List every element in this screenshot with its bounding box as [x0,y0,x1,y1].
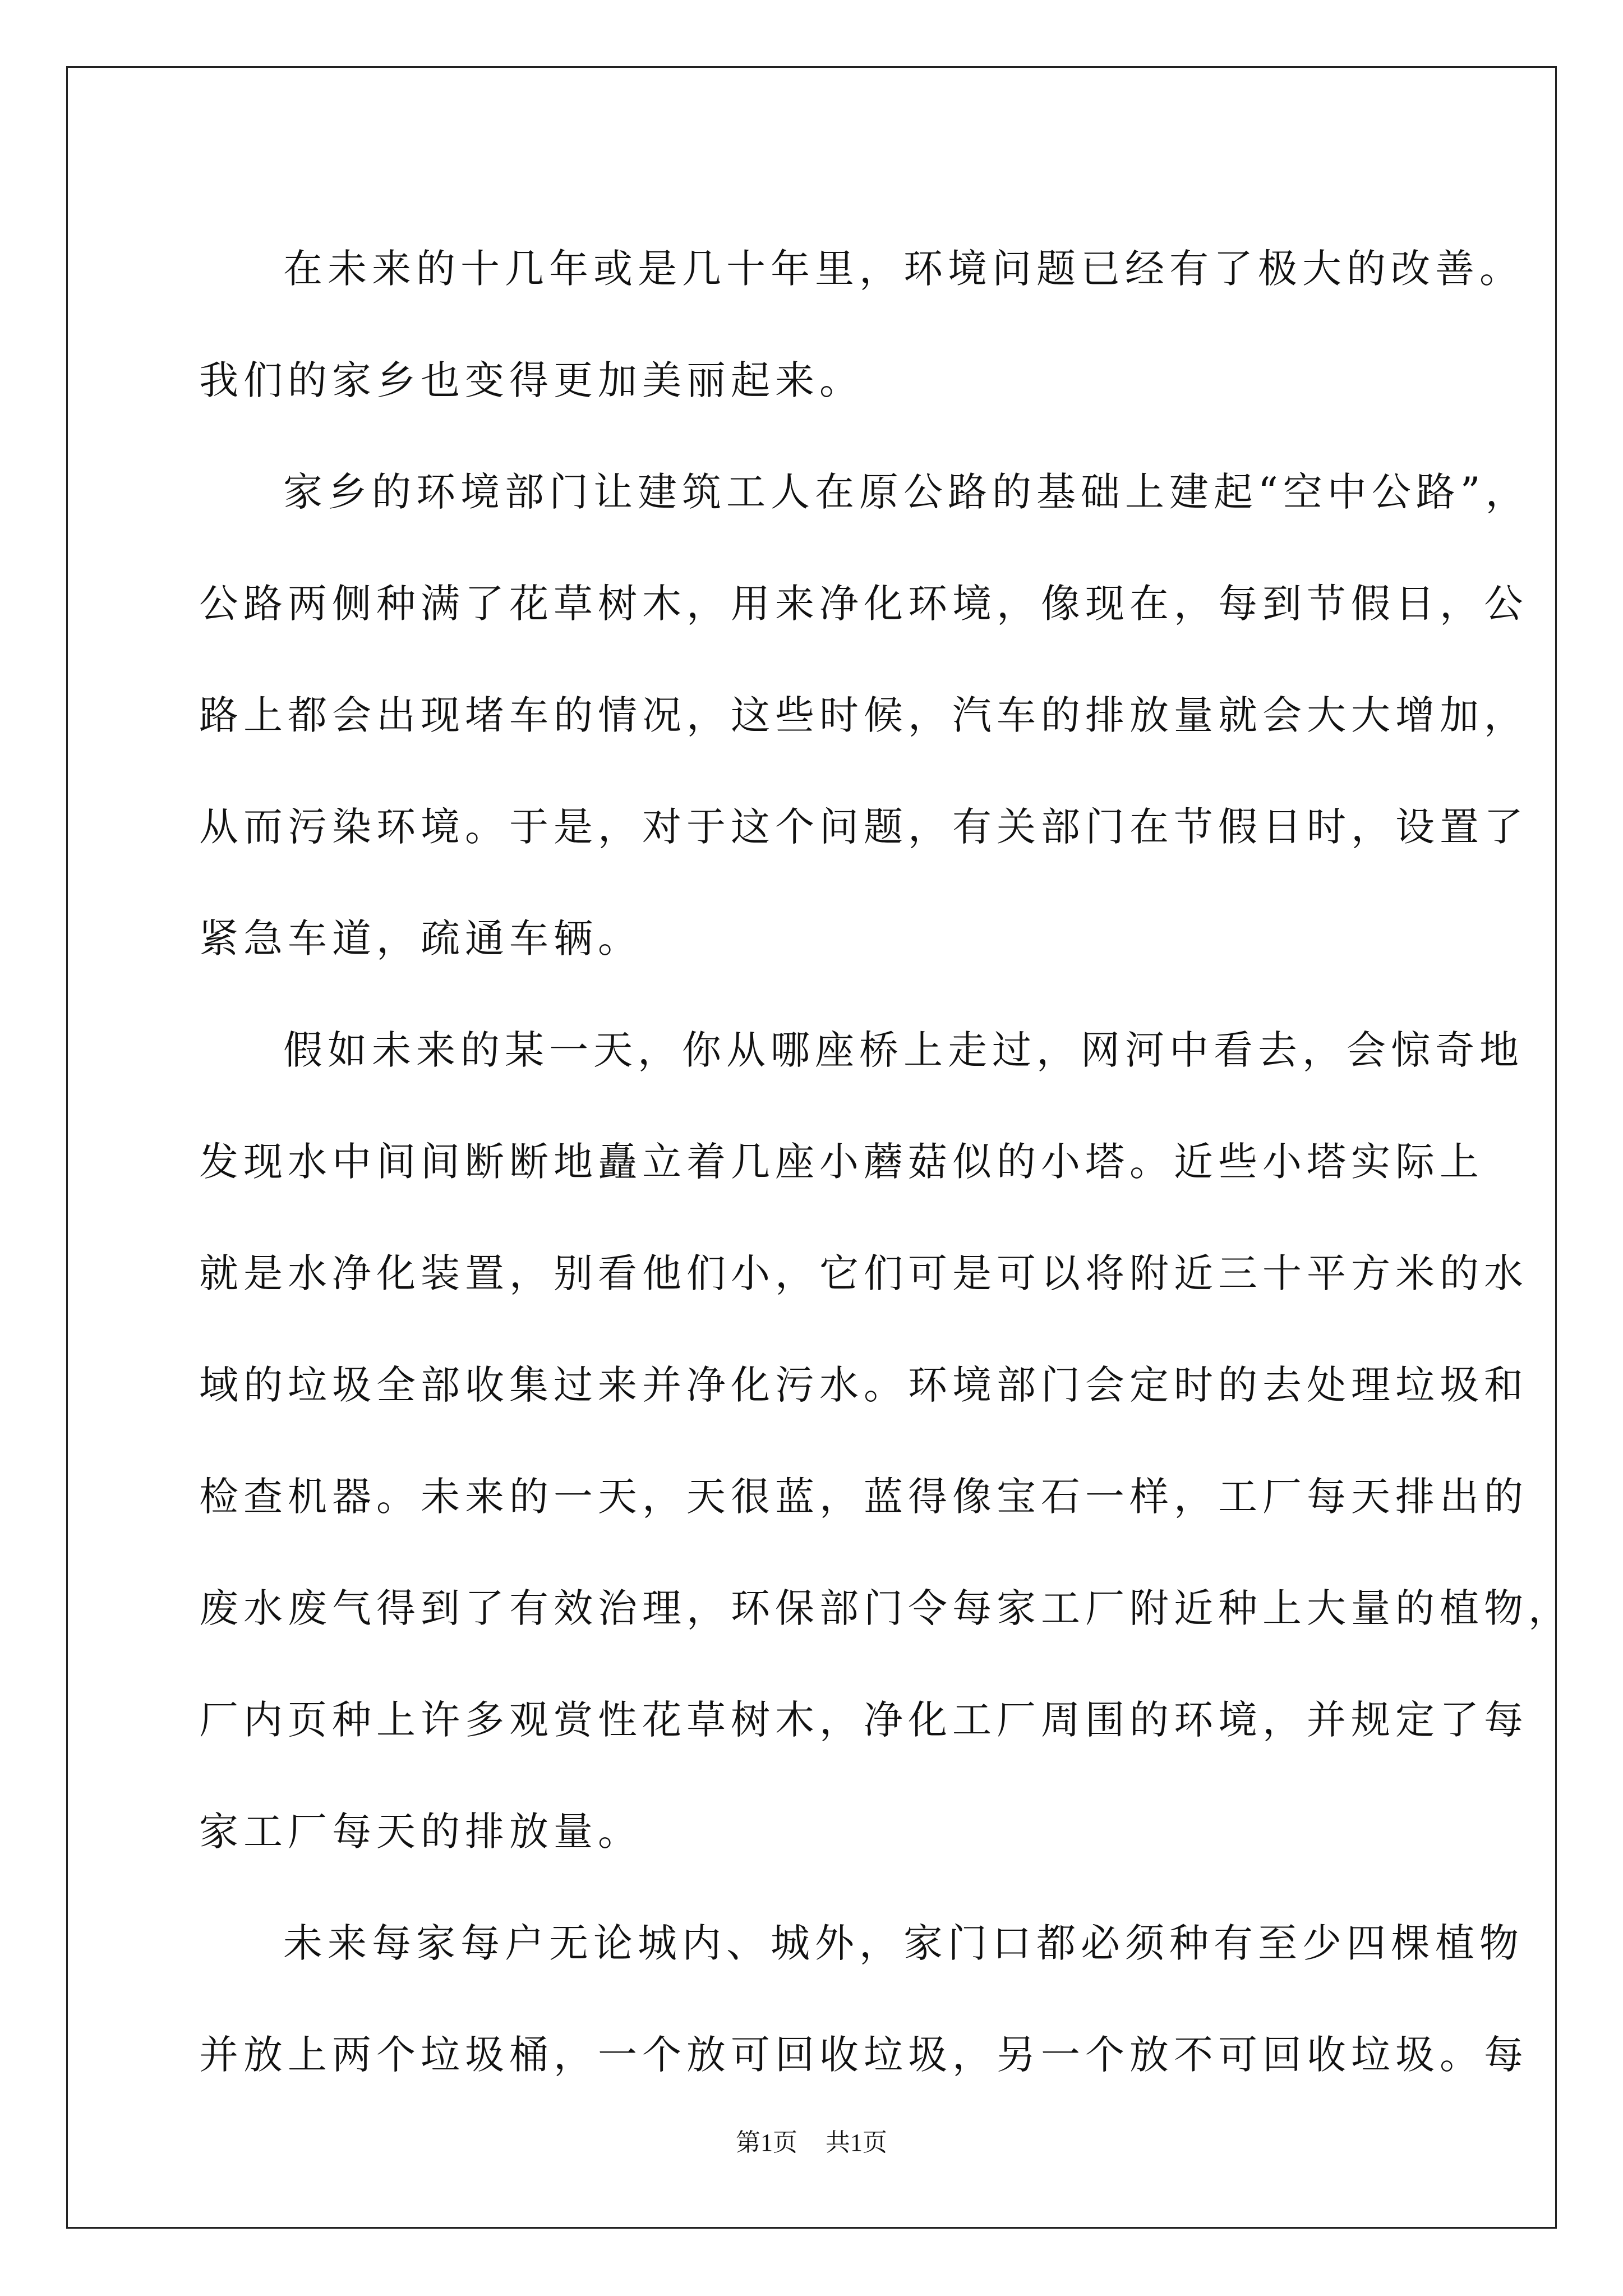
text-line: 公路两侧种满了花草树木，用来净化环境，像现在，每到节假日，公 [199,581,1528,627]
text-line: 从而污染环境。于是，对于这个问题，有关部门在节假日时，设置了 [199,804,1528,850]
text-line: 就是水净化装置，别看他们小，它们可是可以将附近三十平方米的水 [199,1250,1528,1296]
text-line: 未来每家每户无论城内、城外，家门口都必须种有至少四棵植物 [283,1920,1524,1966]
text-line: 紧急车道，疏通车辆。 [199,915,642,961]
text-line: 废水废气得到了有效治理，环保部门令每家工厂附近种上大量的植物， [199,1585,1573,1631]
text-line: 家乡的环境部门让建筑工人在原公路的基础上建起“空中公路”， [283,469,1530,515]
text-line: 检查机器。未来的一天，天很蓝，蓝得像宝石一样，工厂每天排出的 [199,1474,1528,1520]
page-footer [0,2126,1623,2160]
text-line: 我们的家乡也变得更加美丽起来。 [199,357,864,403]
page-total: 共1页 [826,2129,887,2156]
text-line: 域的垃圾全部收集过来并净化污水。环境部门会定时的去处理垃圾和 [199,1362,1528,1408]
page-number: 第1页 [736,2129,797,2156]
document-body [199,213,1573,2111]
text-line: 并放上两个垃圾桶，一个放可回收垃圾，另一个放不可回收垃圾。每 [199,2032,1528,2078]
text-line: 在未来的十几年或是几十年里，环境问题已经有了极大的改善。 [283,246,1524,292]
text-line: 发现水中间间断断地矗立着几座小蘑菇似的小塔。近些小塔实际上 [199,1139,1484,1185]
text-line: 路上都会出现堵车的情况，这些时候，汽车的排放量就会大大增加， [199,692,1528,738]
text-line: 假如未来的某一天，你从哪座桥上走过，网河中看去，会惊奇地 [283,1027,1524,1073]
text-line: 家工厂每天的排放量。 [199,1809,642,1855]
text-line: 厂内页种上许多观赏性花草树木，净化工厂周围的环境，并规定了每 [199,1697,1528,1743]
